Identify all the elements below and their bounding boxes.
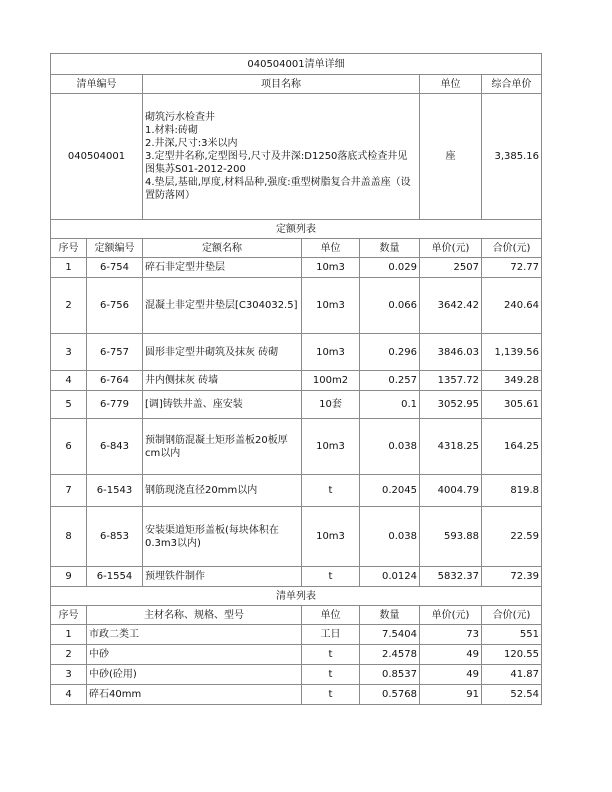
quota-row xyxy=(51,278,542,334)
quota-unit: 10套 xyxy=(302,391,360,419)
quota-code: 6-764 xyxy=(87,371,143,391)
quota-row xyxy=(51,391,542,419)
quota-qty: 0.1 xyxy=(360,391,420,419)
material-name: 中砂 xyxy=(87,645,302,665)
quota-unit: 10m3 xyxy=(302,507,360,567)
quota-price: 5832.37 xyxy=(420,567,482,587)
quota-qty: 0.2045 xyxy=(360,475,420,507)
quota-name: [调]铸铁井盖、座安装 xyxy=(143,391,302,419)
quota-qty: 0.038 xyxy=(360,419,420,475)
material-total: 41.87 xyxy=(482,665,542,685)
quota-price: 593.88 xyxy=(420,507,482,567)
quota-row xyxy=(51,334,542,371)
quota-code: 6-754 xyxy=(87,258,143,278)
quota-row xyxy=(51,475,542,507)
quota-header-no: 序号 xyxy=(51,239,87,258)
quota-total: 164.25 xyxy=(482,419,542,475)
quota-price: 4318.25 xyxy=(420,419,482,475)
material-no: 4 xyxy=(51,685,87,705)
quota-code: 6-756 xyxy=(87,278,143,334)
quota-qty: 0.257 xyxy=(360,371,420,391)
material-unit: t xyxy=(302,645,360,665)
material-price: 91 xyxy=(420,685,482,705)
quota-unit: 10m3 xyxy=(302,278,360,334)
quota-row xyxy=(51,419,542,475)
material-row xyxy=(51,645,542,665)
quota-no: 4 xyxy=(51,371,87,391)
material-name: 中砂(砼用) xyxy=(87,665,302,685)
bill-detail-sheet xyxy=(50,53,541,705)
material-unit: t xyxy=(302,665,360,685)
quota-code: 6-1554 xyxy=(87,567,143,587)
quota-total: 240.64 xyxy=(482,278,542,334)
item-price: 3,385.16 xyxy=(482,94,542,220)
quota-price: 4004.79 xyxy=(420,475,482,507)
materials-header-qty: 数量 xyxy=(360,606,420,625)
quota-no: 7 xyxy=(51,475,87,507)
quota-total: 819.8 xyxy=(482,475,542,507)
materials-header-name: 主材名称、规格、型号 xyxy=(87,606,302,625)
quota-unit: 100m2 xyxy=(302,371,360,391)
material-total: 52.54 xyxy=(482,685,542,705)
quota-name: 安装渠道矩形盖板(每块体积在0.3m3以内) xyxy=(143,507,302,567)
quota-no: 3 xyxy=(51,334,87,371)
material-qty: 7.5404 xyxy=(360,625,420,645)
quota-row xyxy=(51,507,542,567)
quota-unit: t xyxy=(302,567,360,587)
material-no: 2 xyxy=(51,645,87,665)
quota-total: 349.28 xyxy=(482,371,542,391)
materials-section-title: 清单列表 xyxy=(51,587,542,606)
quota-price: 3846.03 xyxy=(420,334,482,371)
item-unit: 座 xyxy=(420,94,482,220)
col-header-name: 项目名称 xyxy=(143,75,420,94)
material-row xyxy=(51,625,542,645)
quota-name: 圆形非定型井砌筑及抹灰 砖砌 xyxy=(143,334,302,371)
quota-unit: 10m3 xyxy=(302,419,360,475)
materials-header-no: 序号 xyxy=(51,606,87,625)
quota-code: 6-779 xyxy=(87,391,143,419)
quota-row xyxy=(51,567,542,587)
quota-code: 6-853 xyxy=(87,507,143,567)
material-no: 1 xyxy=(51,625,87,645)
quota-section-title: 定额列表 xyxy=(51,220,542,239)
quota-total: 72.77 xyxy=(482,258,542,278)
description-line: 3.定型井名称,定型图号,尺寸及井深:D1250落底式检查井见图集苏S01-2012-200 xyxy=(145,151,408,175)
item-code: 040504001 xyxy=(51,94,143,220)
quota-no: 9 xyxy=(51,567,87,587)
description-line: 4.垫层,基础,厚度,材料品种,强度:重型树脂复合井盖盖座（设置防落网） xyxy=(145,177,411,201)
quota-price: 1357.72 xyxy=(420,371,482,391)
quota-qty: 0.038 xyxy=(360,507,420,567)
quota-code: 6-1543 xyxy=(87,475,143,507)
material-qty: 0.8537 xyxy=(360,665,420,685)
material-qty: 2.4578 xyxy=(360,645,420,665)
quota-header-qty: 数量 xyxy=(360,239,420,258)
materials-header-price: 单价(元) xyxy=(420,606,482,625)
quota-no: 6 xyxy=(51,419,87,475)
description-line: 2.井深,尺寸:3米以内 xyxy=(145,138,238,149)
quota-unit: 10m3 xyxy=(302,258,360,278)
col-header-unit: 单位 xyxy=(420,75,482,94)
quota-total: 72.39 xyxy=(482,567,542,587)
col-header-code: 清单编号 xyxy=(51,75,143,94)
quota-no: 1 xyxy=(51,258,87,278)
materials-header-unit: 单位 xyxy=(302,606,360,625)
material-total: 120.55 xyxy=(482,645,542,665)
quota-total: 22.59 xyxy=(482,507,542,567)
quota-no: 8 xyxy=(51,507,87,567)
quota-price: 3052.95 xyxy=(420,391,482,419)
quota-name: 井内侧抹灰 砖墙 xyxy=(143,371,302,391)
quota-header-total: 合价(元) xyxy=(482,239,542,258)
quota-header-price: 单价(元) xyxy=(420,239,482,258)
material-name: 碎石40mm xyxy=(87,685,302,705)
quota-price: 3642.42 xyxy=(420,278,482,334)
description-line: 砌筑污水检查井 xyxy=(145,112,215,123)
quota-no: 5 xyxy=(51,391,87,419)
quota-qty: 0.029 xyxy=(360,258,420,278)
quota-name: 混凝土非定型井垫层[C304032.5] xyxy=(143,278,302,334)
quota-price: 2507 xyxy=(420,258,482,278)
material-row xyxy=(51,665,542,685)
quota-name: 碎石非定型井垫层 xyxy=(143,258,302,278)
description-line: 1.材料:砖砌 xyxy=(145,125,198,136)
materials-header-total: 合价(元) xyxy=(482,606,542,625)
quota-total: 1,139.56 xyxy=(482,334,542,371)
quota-code: 6-843 xyxy=(87,419,143,475)
quota-unit: t xyxy=(302,475,360,507)
material-unit: 工日 xyxy=(302,625,360,645)
bill-detail-table xyxy=(50,53,542,705)
material-price: 49 xyxy=(420,645,482,665)
quota-qty: 0.296 xyxy=(360,334,420,371)
material-total: 551 xyxy=(482,625,542,645)
sheet-title: 040504001清单详细 xyxy=(51,54,542,75)
material-no: 3 xyxy=(51,665,87,685)
quota-row xyxy=(51,371,542,391)
col-header-price: 综合单价 xyxy=(482,75,542,94)
material-unit: t xyxy=(302,685,360,705)
material-price: 49 xyxy=(420,665,482,685)
quota-name: 预制钢筋混凝土矩形盖板20板厚cm以内 xyxy=(143,419,302,475)
quota-qty: 0.0124 xyxy=(360,567,420,587)
quota-code: 6-757 xyxy=(87,334,143,371)
material-name: 市政二类工 xyxy=(87,625,302,645)
quota-name: 钢筋现浇直径20mm以内 xyxy=(143,475,302,507)
item-description xyxy=(143,94,420,220)
quota-header-name: 定额名称 xyxy=(143,239,302,258)
material-price: 73 xyxy=(420,625,482,645)
quota-total: 305.61 xyxy=(482,391,542,419)
material-row xyxy=(51,685,542,705)
quota-name: 预埋铁件制作 xyxy=(143,567,302,587)
quota-header-unit: 单位 xyxy=(302,239,360,258)
quota-no: 2 xyxy=(51,278,87,334)
quota-unit: 10m3 xyxy=(302,334,360,371)
quota-qty: 0.066 xyxy=(360,278,420,334)
material-qty: 0.5768 xyxy=(360,685,420,705)
quota-row xyxy=(51,258,542,278)
quota-header-code: 定额编号 xyxy=(87,239,143,258)
